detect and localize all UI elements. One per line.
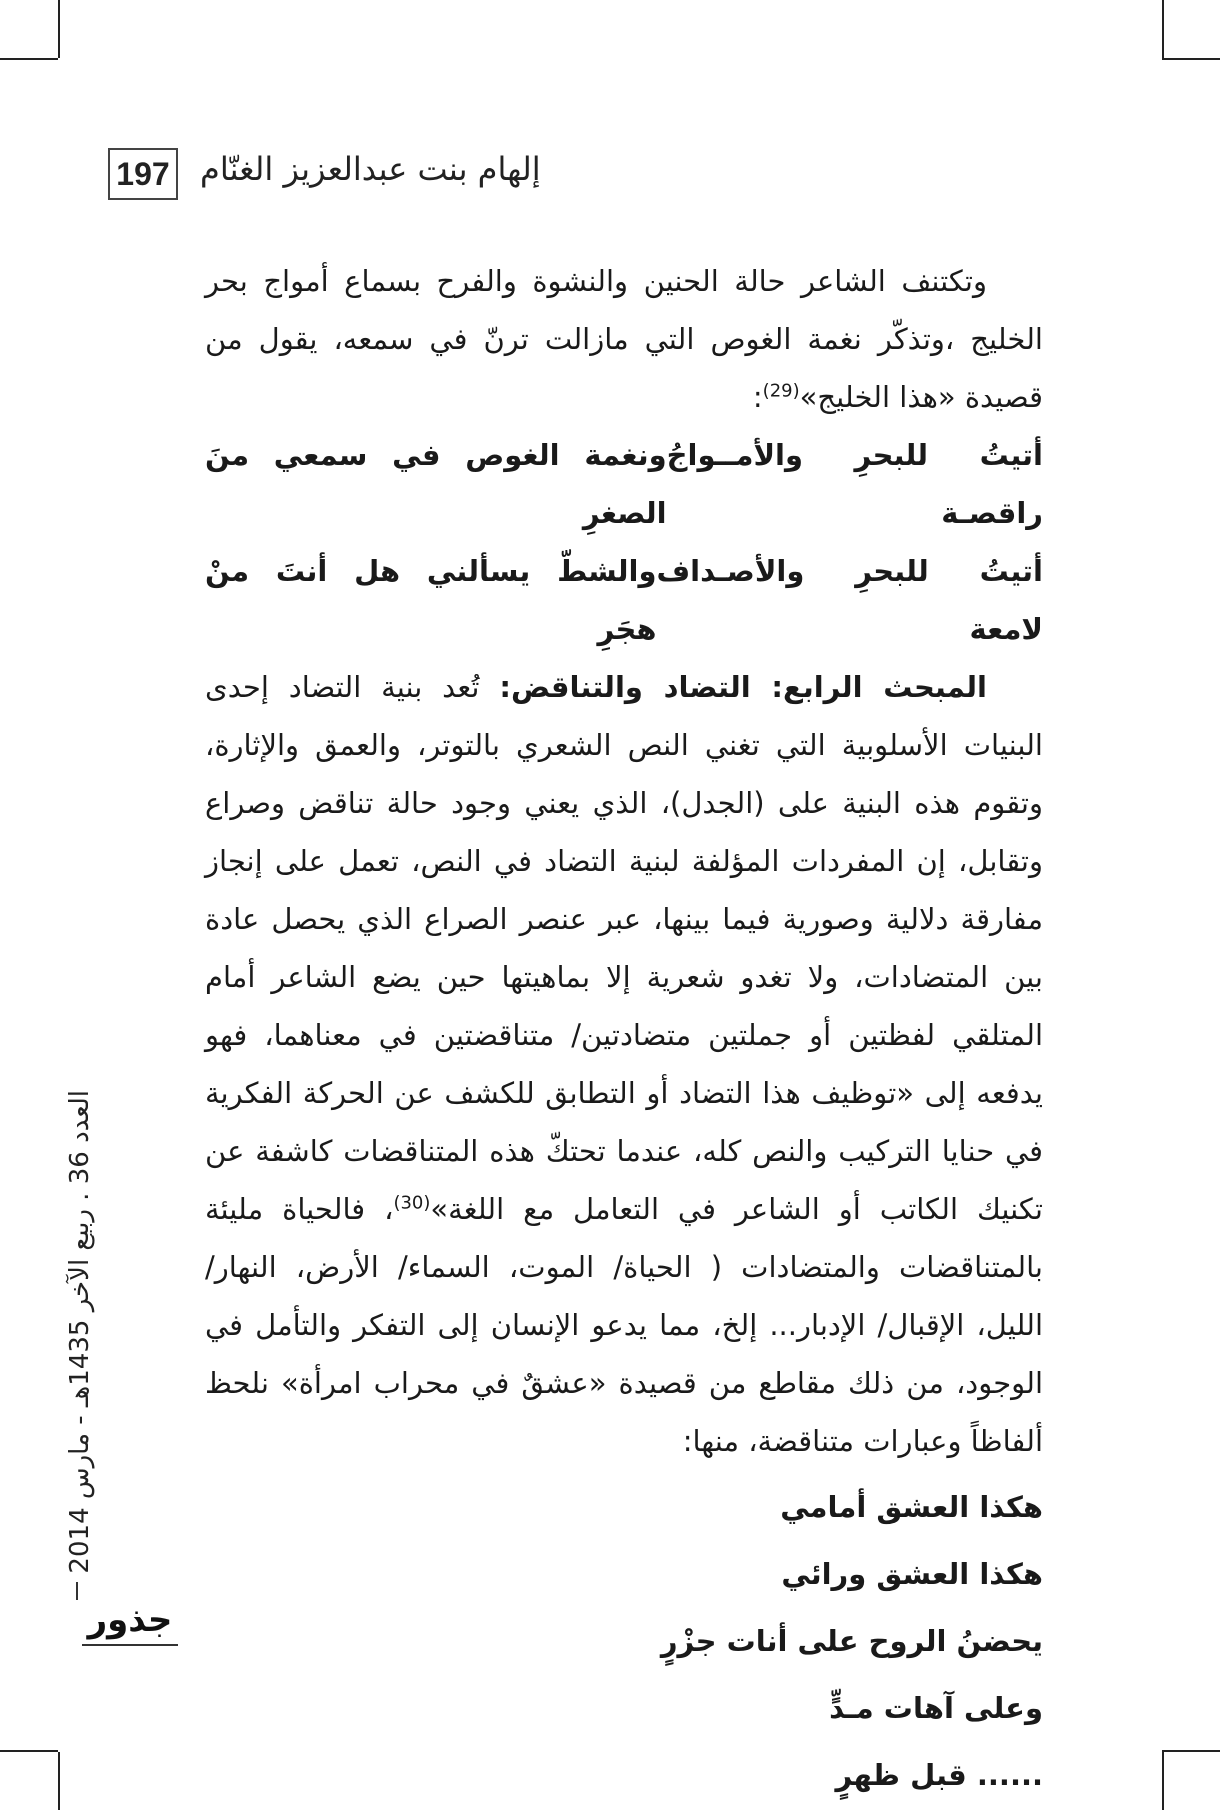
verse-hemistich-left: ونغمة الغوص في سمعي منَ الصغرِ [205,438,667,530]
crop-mark [1162,58,1220,60]
crop-mark [1162,0,1164,58]
verse-hemistich-left: والشطّ يسألني هل أنتَ منْ هجَرِ [205,554,657,646]
poem-line: ...... قبل ظهرٍ [835,1758,1043,1792]
crop-mark [0,1750,58,1752]
section-title: المبحث الرابع: التضاد والتناقض: [499,670,987,704]
logo-underline [82,1644,178,1646]
crop-mark [1162,1752,1164,1810]
poem-line: هكذا العشق أمامي [780,1490,1043,1524]
verse-line [205,426,1043,542]
article-body [205,252,1043,1809]
section-paragraph: المبحث الرابع: التضاد والتناقض: تُعد بنية التضاد إحدى البنيات الأسلوبية التي تغني النص الشعري بالتوتر، والعمق والإثارة، وتقوم هذه البنية على (الجدل)، الذي يعني وجود حالة تناقض وصراع وتقابل، إن المفردات المؤلفة لبنية التضاد في النص، تعمل على إنجاز مفارقة دلالية وصورية فيما بينها، عبر عنصر الصراع الذي يحصل عادة بين المتضادات، ولا تغدو شعرية إلا بماهيتها حين يضع الشاعر أمام المتلقي لفظتين أو جملتين متضادتين/ متناقضتين في معناهما، فهو يدفعه إلى «توظيف هذا التضاد أو التطابق للكشف عن الحركة الفكرية في حنايا التركيب والنص كله، عندما تحتكّ هذه المتناقضات كاشفة عن تكنيك الكاتب أو الشاعر في التعامل مع اللغة»$^{(30)}$، فالحياة مليئة بالمتناقضات والمتضادات ( الحياة/ الموت، السماء/ الأرض، النهار/ الليل، الإقبال/ الإدبار... إلخ، مما يدعو الإنسان إلى التفكر والتأمل في الوجود، من ذلك مقاطع من قصيدة «عشقٌ في محراب امرأة» نلحظ ألفاظاً وعبارات متناقضة، منها: [205,670,1043,1458]
verse-line [205,542,1043,658]
verse-hemistich-right: أتيتُ للبحرِ والأصـداف لامعة [656,554,1043,646]
journal-logo: جذور [87,1600,173,1640]
issue-info: العدد 36 . ربيع الآخر 1435هـ - مارس 2014 [65,1090,95,1574]
crop-mark [58,1752,60,1810]
poem-line: وعلى آهات مـدٍّ [829,1691,1043,1725]
poem-block [205,1474,1043,1809]
poem-line: يحضنُ الروح على أنات جزْرٍ [660,1624,1043,1658]
footnote-ref-29: (29) [762,380,800,402]
running-head-author: إلهام بنت عبدالعزيز الغنّام [200,150,541,188]
crop-mark [1162,1750,1220,1752]
crop-mark [0,58,58,60]
intro-paragraph: وتكتنف الشاعر حالة الحنين والنشوة والفرح بسماع أمواج بحر الخليج ،وتذكّر نغمة الغوص التي مازالت ترنّ في سمعه، يقول من قصيدة «هذا الخليج»$^{(29)}$: [205,264,1043,414]
page-number: 197 [108,148,178,200]
verse-hemistich-right: أتيتُ للبحرِ والأمــواجُ راقصـة [666,438,1043,530]
crop-mark [58,0,60,58]
footnote-ref-30: (30) [393,1192,431,1214]
side-rule [76,1582,78,1600]
poem-line: هكذا العشق ورائي [781,1557,1043,1591]
